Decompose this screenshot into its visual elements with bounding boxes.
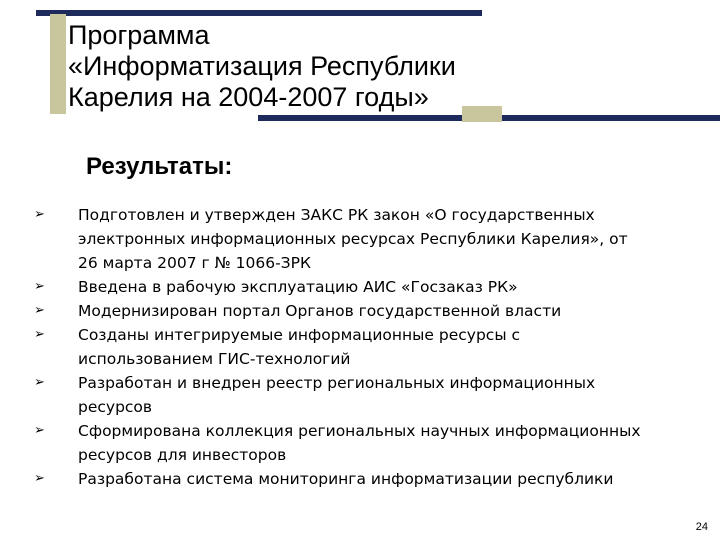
list-item [34, 467, 714, 491]
list-item [34, 203, 714, 275]
list-item-text [78, 371, 595, 419]
arrowhead-bullet-icon: ➢ [34, 423, 45, 438]
arrowhead-bullet-icon: ➢ [34, 375, 45, 390]
title-line: Программа [68, 20, 210, 50]
list-item-line: Модернизирован портал Органов государственной власти [78, 302, 562, 320]
list-item-line: ресурсов [78, 398, 153, 416]
list-item-line: Разработан и внедрен реестр региональных информационных [78, 374, 596, 392]
list-item-line: Введена в рабочую эксплуатацию АИС «Госзаказ РК» [78, 278, 518, 296]
arrowhead-bullet-icon: ➢ [34, 471, 45, 486]
slide-title [68, 20, 648, 113]
arrowhead-bullet-icon: ➢ [34, 279, 45, 294]
list-item [34, 419, 714, 467]
list-item-line: электронных информационных ресурсах Республики Карелия», от [78, 230, 628, 248]
list-item-line: использованием ГИС-технологий [78, 350, 351, 368]
list-item-line: Подготовлен и утвержден ЗАКС РК закон «О государственных [78, 206, 595, 224]
decor-left-khaki-block [50, 14, 66, 114]
list-item [34, 371, 714, 419]
arrowhead-bullet-icon: ➢ [34, 303, 45, 318]
title-line: «Информатизация Республики [68, 51, 456, 81]
list-item-line: 26 марта 2007 г № 1066-ЗРК [78, 254, 311, 272]
list-item-line: Созданы интегрируемые информационные ресурсы с [78, 326, 520, 344]
list-item-text [78, 275, 518, 299]
list-item-text [78, 467, 613, 491]
list-item-line: Разработана система мониторинга информатизации республики [78, 470, 614, 488]
list-item-text [78, 419, 641, 467]
list-item-line: ресурсов для инвесторов [78, 446, 287, 464]
page-number: 24 [695, 521, 708, 533]
results-list [34, 203, 714, 491]
list-item [34, 275, 714, 299]
arrowhead-bullet-icon: ➢ [34, 207, 45, 222]
arrowhead-bullet-icon: ➢ [34, 327, 45, 342]
title-line: Карелия на 2004-2007 годы» [68, 82, 429, 112]
list-item-line: Сформирована коллекция региональных научных информационных [78, 422, 641, 440]
list-item-text [78, 299, 561, 323]
results-heading: Результаты: [86, 153, 233, 180]
list-item [34, 323, 714, 371]
list-item [34, 299, 714, 323]
list-item-text [78, 203, 628, 275]
decor-top-bar [36, 10, 482, 16]
list-item-text [78, 323, 520, 371]
